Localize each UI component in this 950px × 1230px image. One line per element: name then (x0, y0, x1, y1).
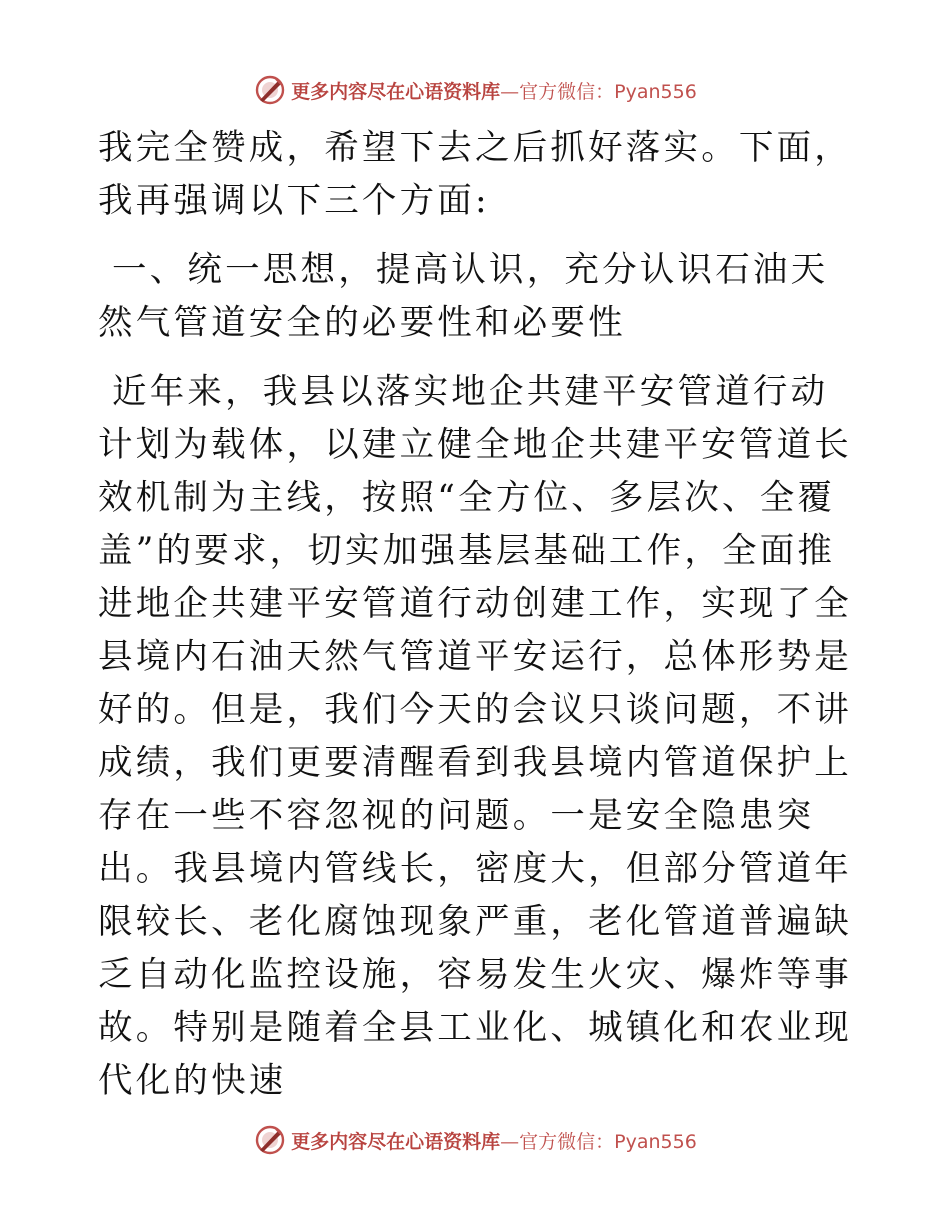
document-body (98, 122, 858, 1124)
header-separator: — (500, 80, 520, 103)
footer-banner (0, 1120, 950, 1160)
quill-seal-icon (253, 73, 287, 107)
paragraph-intro: 我完全赞成，希望下去之后抓好落实。下面，我再强调以下三个方面: (98, 128, 852, 221)
header-wechat-text: 官方微信：Pyan556 (519, 80, 697, 103)
header-site-text: 更多内容尽在心语资料库 (291, 80, 501, 103)
footer-site-text: 更多内容尽在心语资料库 (291, 1130, 501, 1153)
footer-wechat-text: 官方微信：Pyan556 (519, 1130, 697, 1153)
header-banner-text (291, 77, 697, 104)
header-banner (0, 70, 950, 110)
paragraph-body: 近年来，我县以落实地企共建平安管道行动计划为载体，以建立健全地企共建平安管道长效机制为主线，按照“全方位、多层次、全覆盖”的要求，切实加强基层基础工作，全面推进地企共建平安管道行动创建工作，实现了全县境内石油天然气管道平安运行，总体形势是好的。但是，我们今天的会议只谈问题，不讲成绩，我们更要清醒看到我县境内管道保护上存在一些不容忽视的问题。一是安全隐患突出。我县境内管线长，密度大，但部分管道年限较长、老化腐蚀现象严重，老化管道普遍缺乏自动化监控设施，容易发生火灾、爆炸等事故。特别是随着全县工业化、城镇化和农业现代化的快速 (98, 372, 852, 1101)
footer-separator: — (500, 1130, 520, 1153)
quill-seal-icon (253, 1123, 287, 1157)
section-heading: 一、统一思想，提高认识，充分认识石油天然气管道安全的必要性和必要性 (98, 250, 829, 343)
footer-banner-text (291, 1127, 697, 1154)
